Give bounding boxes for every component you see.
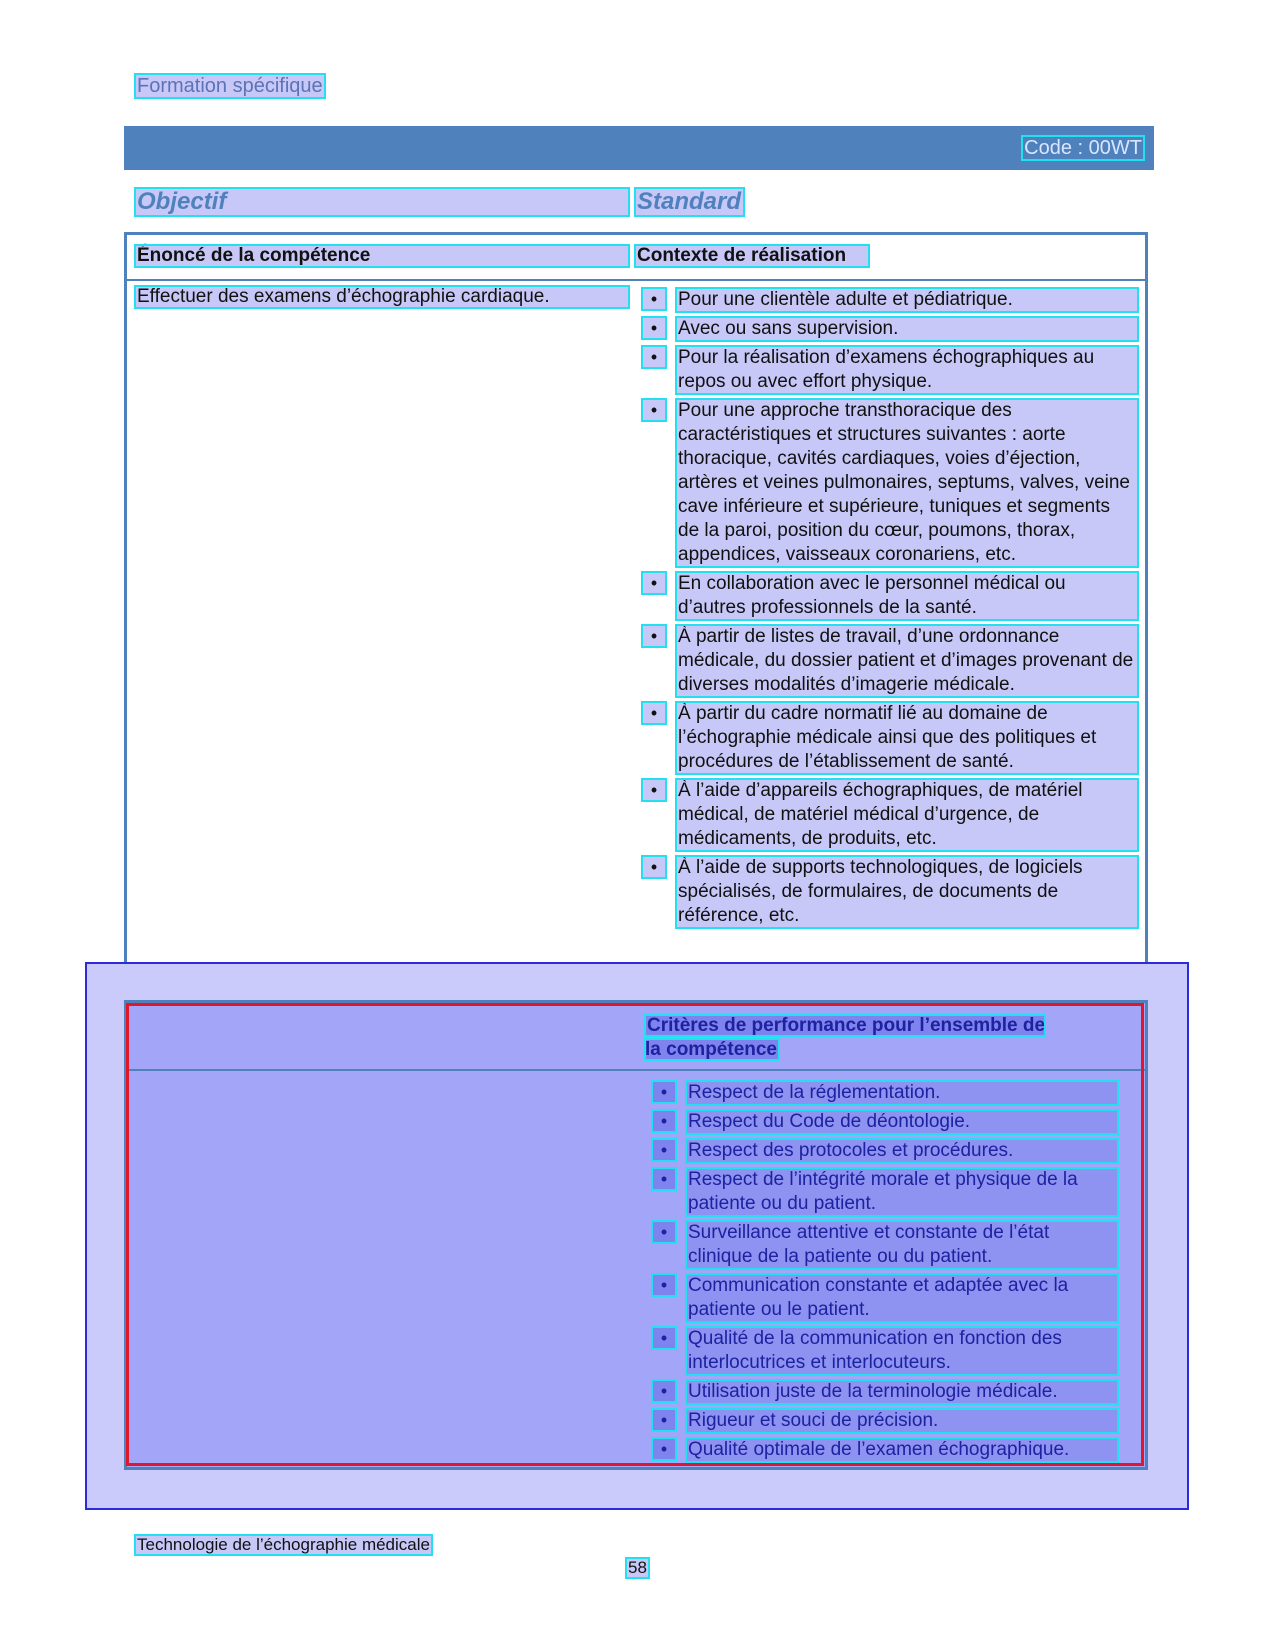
code-label: Code : 00WT bbox=[1024, 137, 1142, 159]
bullet-icon: • bbox=[652, 1221, 676, 1243]
list-item: • Qualité de la communication en fonction des interlocutrices et interlocuteurs. bbox=[652, 1327, 1118, 1375]
list-item: • Respect des protocoles et procédures. bbox=[652, 1139, 1118, 1163]
list-item: • Respect de la réglementation. bbox=[652, 1081, 1118, 1105]
bullet-icon: • bbox=[642, 399, 666, 421]
list-item: • Respect du Code de déontologie. bbox=[652, 1110, 1118, 1134]
bullet-icon: • bbox=[642, 346, 666, 368]
bullet-icon: • bbox=[642, 288, 666, 310]
bullet-icon: • bbox=[652, 1274, 676, 1296]
bullet-icon: • bbox=[652, 1380, 676, 1402]
list-item: • Qualité optimale de l’examen échographique. bbox=[652, 1438, 1118, 1462]
criteria-list bbox=[652, 1081, 1118, 1467]
criteria-header: Critères de performance pour l’ensemble de la compétence bbox=[645, 1015, 1046, 1060]
contexte-list bbox=[642, 288, 1138, 933]
enonce-header: Énoncé de la compétence bbox=[135, 245, 629, 267]
bullet-icon: • bbox=[652, 1327, 676, 1349]
bullet-icon: • bbox=[652, 1438, 676, 1460]
section-title: Formation spécifique bbox=[137, 75, 323, 97]
bullet-icon: • bbox=[652, 1168, 676, 1190]
list-item: • Avec ou sans supervision. bbox=[642, 317, 1138, 341]
code-bar bbox=[124, 126, 1154, 170]
bullet-icon: • bbox=[652, 1081, 676, 1103]
bullet-icon: • bbox=[642, 625, 666, 647]
bullet-icon: • bbox=[642, 779, 666, 801]
list-item: • Pour la réalisation d’examens échographiques au repos ou avec effort physique. bbox=[642, 346, 1138, 394]
list-item: • Communication constante et adaptée avec la patiente ou le patient. bbox=[652, 1274, 1118, 1322]
list-item: • Utilisation juste de la terminologie médicale. bbox=[652, 1380, 1118, 1404]
list-item: • Rigueur et souci de précision. bbox=[652, 1409, 1118, 1433]
bullet-icon: • bbox=[652, 1139, 676, 1161]
list-item: • À l’aide d’appareils échographiques, de matériel médical, de matériel médical d’urgence, de médicaments, de produits, etc. bbox=[642, 779, 1138, 851]
bullet-icon: • bbox=[642, 702, 666, 724]
list-item: • Pour une approche transthoracique des caractéristiques et structures suivantes : aorte thoracique, cavités cardiaques, voies d’éjection, artères et veines pulmonaires, septums, valves, veine cave inférieure et supérieure, tuniques et segments de la paroi, position du cœur, poumons, thorax, appendices, vaisseaux coronariens, etc. bbox=[642, 399, 1138, 567]
list-item: • Surveillance attentive et constante de l’état clinique de la patiente ou du patient. bbox=[652, 1221, 1118, 1269]
bullet-icon: • bbox=[652, 1110, 676, 1132]
list-item: • À partir du cadre normatif lié au domaine de l’échographie médicale ainsi que des politiques et procédures de l’établissement de santé. bbox=[642, 702, 1138, 774]
page-number: 58 bbox=[628, 1558, 647, 1577]
heading-objectif: Objectif bbox=[135, 188, 629, 216]
enonce-text: Effectuer des examens d’échographie cardiaque. bbox=[135, 286, 629, 308]
bullet-icon: • bbox=[642, 856, 666, 878]
list-item: • Pour une clientèle adulte et pédiatrique. bbox=[642, 288, 1138, 312]
list-item: • En collaboration avec le personnel médical ou d’autres professionnels de la santé. bbox=[642, 572, 1138, 620]
list-item: • À l’aide de supports technologiques, de logiciels spécialisés, de formulaires, de documents de référence, etc. bbox=[642, 856, 1138, 928]
bullet-icon: • bbox=[652, 1409, 676, 1431]
footer-program: Technologie de l’échographie médicale bbox=[137, 1535, 430, 1554]
contexte-header: Contexte de réalisation bbox=[635, 245, 869, 267]
list-item: • À partir de listes de travail, d’une ordonnance médicale, du dossier patient et d’images provenant de diverses modalités d’imagerie médicale. bbox=[642, 625, 1138, 697]
bullet-icon: • bbox=[642, 572, 666, 594]
bullet-icon: • bbox=[642, 317, 666, 339]
table-header-divider bbox=[127, 279, 1145, 281]
list-item: • Respect de l’intégrité morale et physique de la patiente ou du patient. bbox=[652, 1168, 1118, 1216]
heading-standard: Standard bbox=[635, 188, 744, 216]
